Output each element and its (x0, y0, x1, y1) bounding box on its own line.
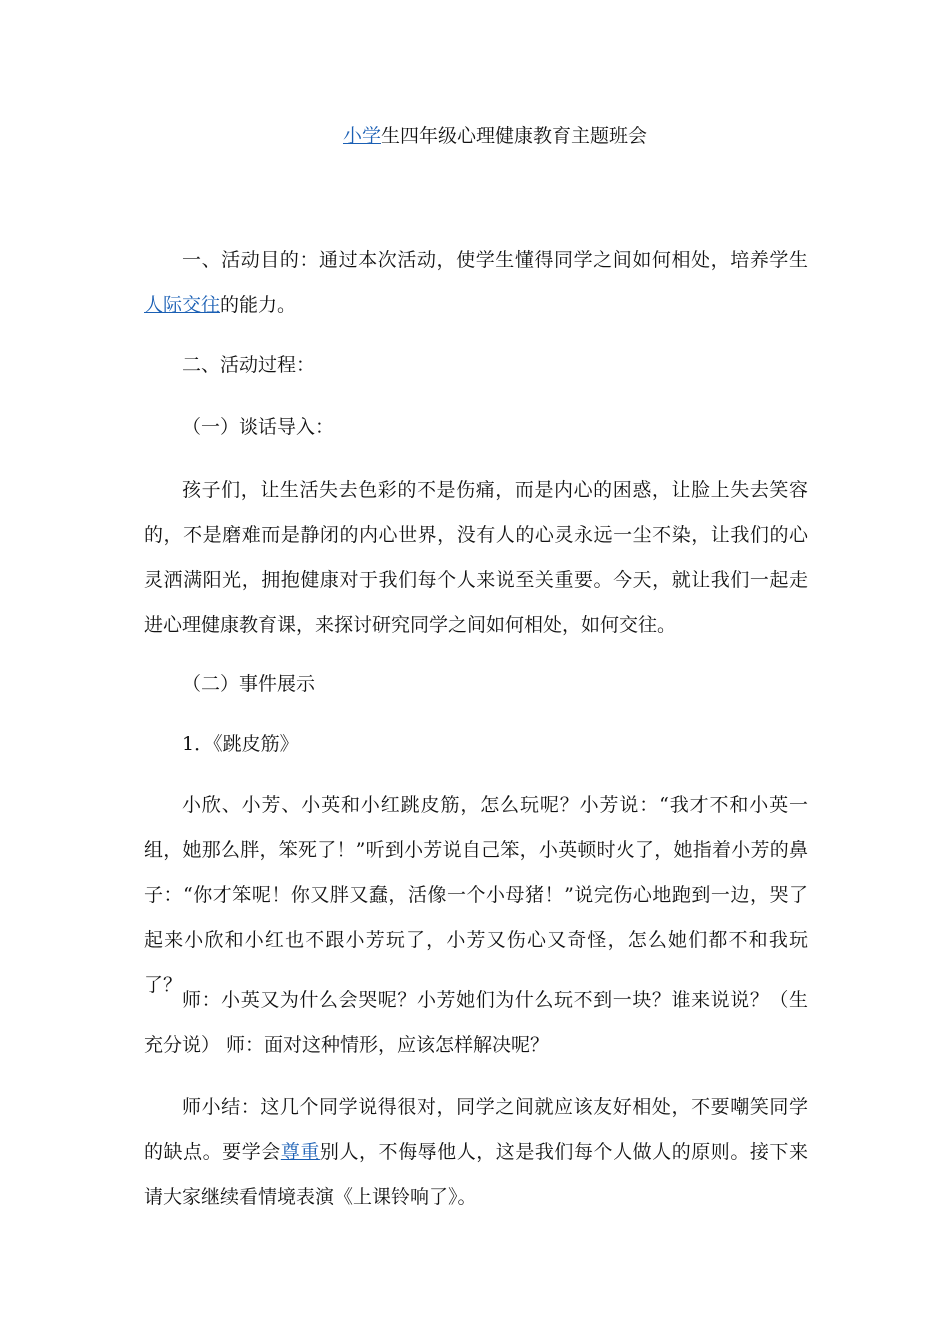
interpersonal-link[interactable]: 人际交往 (144, 294, 221, 316)
heading-activity-process: 二、活动过程： (182, 354, 316, 376)
goal-text-before: 一、活动目的：通过本次活动，使学生懂得同学之间如何相处，培养学生 (182, 249, 808, 271)
heading-skipping-rope: 1．《跳皮筋》 (182, 733, 299, 755)
title-text: 生四年级心理健康教育主题班会 (381, 125, 648, 147)
respect-link[interactable]: 尊重 (280, 1141, 320, 1163)
paragraph-intro: 孩子们，让生活失去色彩的不是伤痛，而是内心的困惑，让脸上失去笑容的，不是磨难而是静闭的内心世界，没有人的心灵永远一尘不染，让我们的心灵洒满阳光，拥抱健康对于我们每个人来说至关重要。今天，就让我们一起走进心理健康教育课，来探讨研究同学之间如何相处，如何交往。 (144, 479, 808, 636)
summary-text-before: 师小结：这几个同学说得很对，同学之间就应该友好相处，不要嘲笑同学的缺点。要学会 (144, 1096, 808, 1163)
goal-text-after: 的能力。 (220, 294, 297, 316)
title-link[interactable]: 小学 (342, 125, 381, 147)
paragraph-activity-goal (144, 238, 808, 328)
summary-text-after: 别人，不侮辱他人，这是我们每个人做人的原则。接下来请大家继续看情境表演《上课铃响了》。 (144, 1141, 808, 1208)
paragraph-teacher-question: 师：小英又为什么会哭呢？小芳她们为什么玩不到一块？谁来说说？（生充分说） 师：面对这种情形，应该怎样解决呢？ (144, 989, 808, 1056)
paragraph-teacher-summary (144, 1085, 808, 1220)
heading-event-display: （二）事件展示 (182, 673, 316, 695)
document-title (0, 122, 950, 150)
heading-intro-talk: （一）谈话导入： (182, 416, 335, 438)
paragraph-story: 小欣、小芳、小英和小红跳皮筋，怎么玩呢？小芳说：“我才不和小英一组，她那么胖，笨死了！”听到小芳说自己笨，小英顿时火了，她指着小芳的鼻子：“你才笨呢！你又胖又蠢，活像一个小母猪！”说完伤心地跑到一边，哭了起来小欣和小红也不跟小芳玩了，小芳又伤心又奇怪，怎么她们都不和我玩了？ (144, 794, 808, 996)
